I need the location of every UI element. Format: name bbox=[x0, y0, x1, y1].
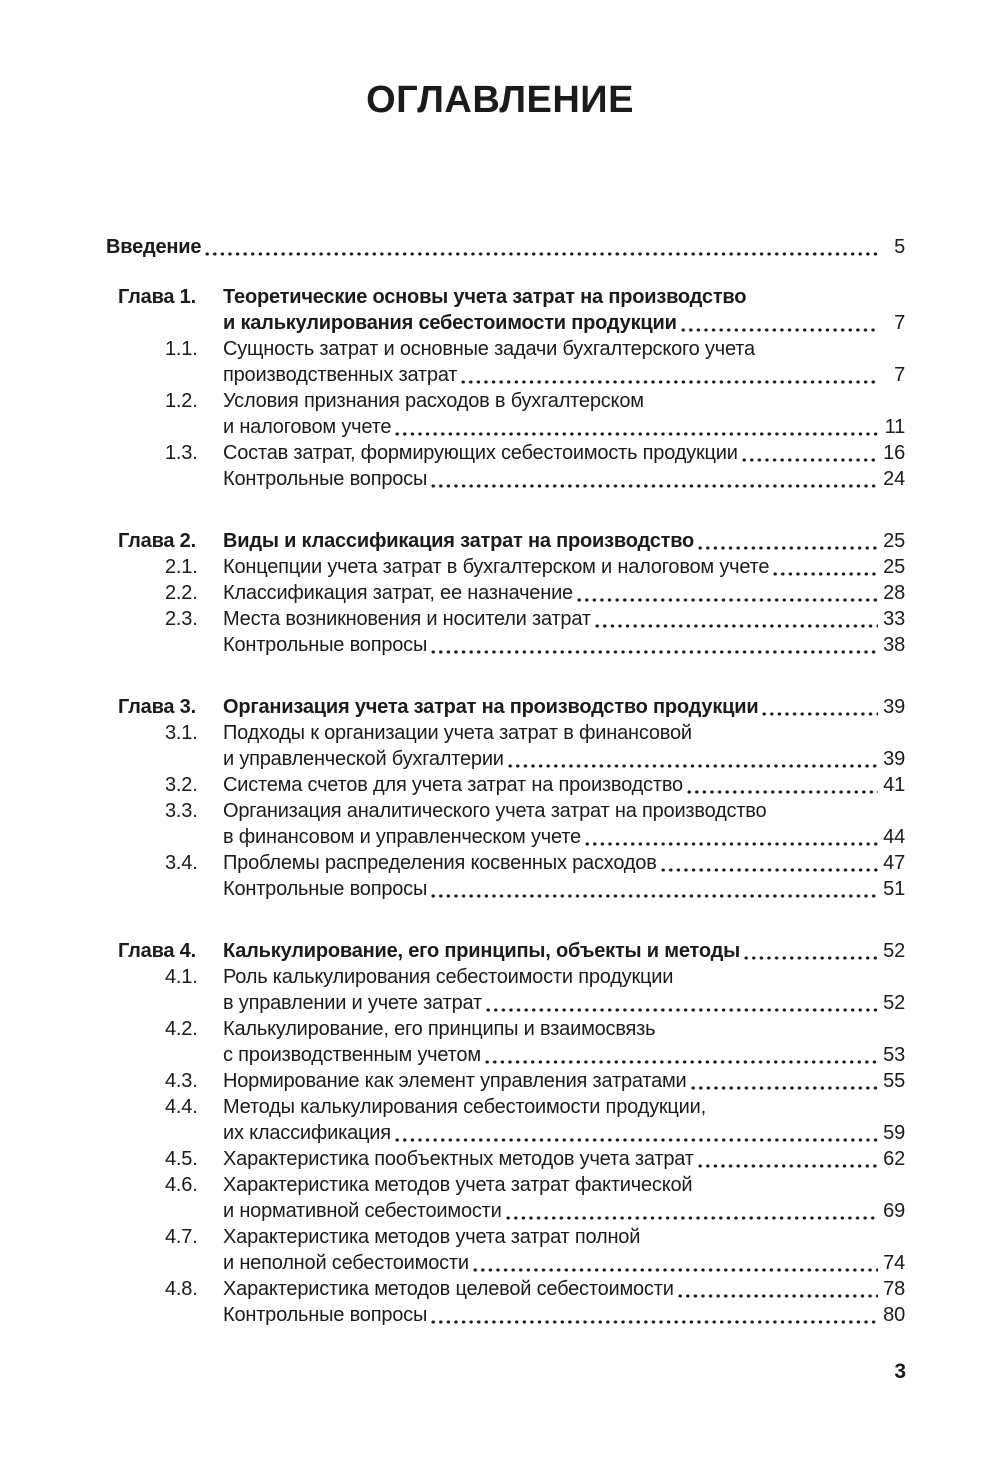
dot-leader bbox=[395, 422, 878, 440]
page-number: 47 bbox=[883, 852, 905, 874]
section-number: 1.2. bbox=[165, 390, 198, 412]
toc-subentry bbox=[106, 964, 905, 1016]
toc-entry-introduction bbox=[106, 234, 905, 260]
page-number: 7 bbox=[894, 312, 905, 334]
chapter-title-line: Организация учета затрат на производство продукции bbox=[223, 696, 759, 718]
section-number: 4.6. bbox=[165, 1174, 198, 1196]
dot-leader bbox=[698, 1154, 878, 1172]
toc-subentry bbox=[106, 606, 905, 632]
dot-leader bbox=[485, 1050, 878, 1068]
entry-text: Классификация затрат, ее назначение bbox=[223, 582, 573, 604]
toc-subentry bbox=[106, 1016, 905, 1068]
dot-leader bbox=[773, 562, 878, 580]
entry-text: Концепции учета затрат в бухгалтерском и налоговом учете bbox=[223, 556, 770, 578]
toc-subentry bbox=[106, 632, 905, 658]
section-number: 3.2. bbox=[165, 774, 198, 796]
section-number: 2.2. bbox=[165, 582, 198, 604]
page-number: 80 bbox=[883, 1304, 905, 1326]
page-number: 78 bbox=[883, 1278, 905, 1300]
page-number: 38 bbox=[883, 634, 905, 656]
toc-subentry bbox=[106, 1224, 905, 1276]
section-number: 2.3. bbox=[165, 608, 198, 630]
chapter-heading bbox=[106, 284, 905, 336]
page-number: 7 bbox=[894, 364, 905, 386]
chapter-label: Глава 2. bbox=[118, 530, 196, 552]
page-number: 62 bbox=[883, 1148, 905, 1170]
dot-leader bbox=[431, 1310, 878, 1328]
dot-leader bbox=[687, 780, 878, 798]
dot-leader bbox=[691, 1076, 878, 1094]
page-number: 5 bbox=[894, 236, 905, 258]
entry-text: в управлении и учете затрат bbox=[223, 992, 482, 1014]
toc-subentry bbox=[106, 554, 905, 580]
entry-text: Контрольные вопросы bbox=[223, 878, 428, 900]
entry-text: Калькулирование, его принципы и взаимосвязь bbox=[223, 1018, 656, 1040]
chapter-title-line: Теоретические основы учета затрат на производство bbox=[223, 286, 747, 308]
toc-subentry bbox=[106, 850, 905, 876]
chapter-heading bbox=[106, 528, 905, 554]
toc-subentry bbox=[106, 1094, 905, 1146]
section-number: 4.5. bbox=[165, 1148, 198, 1170]
toc-subentry bbox=[106, 388, 905, 440]
toc-subentry bbox=[106, 772, 905, 798]
toc-subentry bbox=[106, 798, 905, 850]
page-number: 41 bbox=[883, 774, 905, 796]
dot-leader bbox=[461, 370, 878, 388]
toc-subentry bbox=[106, 336, 905, 388]
chapter-title-line: Виды и классификация затрат на производство bbox=[223, 530, 695, 552]
toc-subentry bbox=[106, 1068, 905, 1094]
dot-leader bbox=[431, 884, 878, 902]
chapter-heading bbox=[106, 938, 905, 964]
page-number: 52 bbox=[883, 940, 905, 962]
toc-chapter-1 bbox=[106, 284, 905, 492]
dot-leader bbox=[395, 1128, 878, 1146]
entry-title: Введение bbox=[106, 236, 202, 258]
entry-text: Роль калькулирования себестоимости продукции bbox=[223, 966, 674, 988]
page-number: 25 bbox=[883, 530, 905, 552]
section-number: 4.7. bbox=[165, 1226, 198, 1248]
entry-text: Контрольные вопросы bbox=[223, 634, 428, 656]
dot-leader bbox=[585, 832, 878, 850]
section-number: 4.2. bbox=[165, 1018, 198, 1040]
page-number: 33 bbox=[883, 608, 905, 630]
entry-text: и налоговом учете bbox=[223, 416, 392, 438]
page-number: 51 bbox=[883, 878, 905, 900]
entry-text: Система счетов для учета затрат на производство bbox=[223, 774, 683, 796]
dot-leader bbox=[431, 640, 878, 658]
toc-subentry bbox=[106, 1302, 905, 1328]
dot-leader bbox=[577, 588, 878, 606]
toc-chapter-2 bbox=[106, 528, 905, 658]
toc-subentry bbox=[106, 1276, 905, 1302]
entry-text: Места возникновения и носители затрат bbox=[223, 608, 591, 630]
page-number: 25 bbox=[883, 556, 905, 578]
toc-subentry bbox=[106, 1172, 905, 1224]
chapter-label: Глава 3. bbox=[118, 696, 196, 718]
section-number: 3.1. bbox=[165, 722, 198, 744]
entry-text: их классификация bbox=[223, 1122, 391, 1144]
chapter-title-line: и калькулирования себестоимости продукции bbox=[223, 312, 677, 334]
section-number: 4.8. bbox=[165, 1278, 198, 1300]
dot-leader bbox=[681, 318, 878, 336]
chapter-heading bbox=[106, 694, 905, 720]
entry-text: Характеристика методов учета затрат фактической bbox=[223, 1174, 693, 1196]
dot-leader bbox=[486, 998, 878, 1016]
dot-leader bbox=[506, 1206, 878, 1224]
dot-leader bbox=[473, 1258, 878, 1276]
toc-subentry bbox=[106, 876, 905, 902]
entry-text: Методы калькулирования себестоимости продукции, bbox=[223, 1096, 706, 1118]
page-number: 11 bbox=[884, 416, 905, 438]
toc-chapter-4 bbox=[106, 938, 905, 1328]
section-number: 4.3. bbox=[165, 1070, 198, 1092]
page-number: 24 bbox=[883, 468, 905, 490]
section-number: 1.3. bbox=[165, 442, 198, 464]
entry-text: с производственным учетом bbox=[223, 1044, 481, 1066]
dot-leader bbox=[698, 536, 878, 554]
dot-leader bbox=[661, 858, 878, 876]
entry-text: Характеристика методов учета затрат полной bbox=[223, 1226, 641, 1248]
chapter-label: Глава 4. bbox=[118, 940, 196, 962]
entry-text: Нормирование как элемент управления затратами bbox=[223, 1070, 687, 1092]
page-number: 53 bbox=[883, 1044, 905, 1066]
entry-text: Условия признания расходов в бухгалтерском bbox=[223, 390, 644, 412]
entry-text: Состав затрат, формирующих себестоимость продукции bbox=[223, 442, 738, 464]
entry-text: Контрольные вопросы bbox=[223, 468, 428, 490]
dot-leader bbox=[508, 754, 878, 772]
entry-text: и нормативной себестоимости bbox=[223, 1200, 502, 1222]
section-number: 3.4. bbox=[165, 852, 198, 874]
toc-subentry bbox=[106, 1146, 905, 1172]
page-number: 69 bbox=[883, 1200, 905, 1222]
toc-subentry bbox=[106, 440, 905, 466]
entry-text: Характеристика методов целевой себестоимости bbox=[223, 1278, 674, 1300]
dot-leader bbox=[762, 702, 878, 720]
page-number: 55 bbox=[883, 1070, 905, 1092]
page-number: 59 bbox=[883, 1122, 905, 1144]
entry-text: Проблемы распределения косвенных расходов bbox=[223, 852, 657, 874]
toc-subentry bbox=[106, 580, 905, 606]
toc-subentry bbox=[106, 466, 905, 492]
dot-leader bbox=[595, 614, 878, 632]
entry-text: и неполной себестоимости bbox=[223, 1252, 469, 1274]
entry-text: Контрольные вопросы bbox=[223, 1304, 428, 1326]
table-of-contents bbox=[0, 234, 1000, 1328]
page-number: 28 bbox=[883, 582, 905, 604]
dot-leader bbox=[742, 448, 878, 466]
page-number: 39 bbox=[883, 748, 905, 770]
chapter-title-line: Калькулирование, его принципы, объекты и методы bbox=[223, 940, 740, 962]
toc-subentry bbox=[106, 720, 905, 772]
entry-text: Сущность затрат и основные задачи бухгалтерского учета bbox=[223, 338, 755, 360]
entry-text: в финансовом и управленческом учете bbox=[223, 826, 581, 848]
page-number: 39 bbox=[883, 696, 905, 718]
dot-leader bbox=[678, 1284, 878, 1302]
page-number: 52 bbox=[883, 992, 905, 1014]
section-number: 2.1. bbox=[165, 556, 198, 578]
entry-text: Подходы к организации учета затрат в финансовой bbox=[223, 722, 692, 744]
toc-chapter-3 bbox=[106, 694, 905, 902]
entry-text: и управленческой бухгалтерии bbox=[223, 748, 504, 770]
dot-leader bbox=[431, 474, 878, 492]
dot-leader bbox=[205, 242, 878, 260]
section-number: 4.4. bbox=[165, 1096, 198, 1118]
page-title: ОГЛАВЛЕНИЕ bbox=[366, 79, 634, 121]
entry-text: производственных затрат bbox=[223, 364, 458, 386]
section-number: 4.1. bbox=[165, 966, 198, 988]
section-number: 1.1. bbox=[165, 338, 198, 360]
entry-text: Характеристика пообъектных методов учета затрат bbox=[223, 1148, 694, 1170]
section-number: 3.3. bbox=[165, 800, 198, 822]
page-number: 16 bbox=[883, 442, 905, 464]
dot-leader bbox=[744, 946, 878, 964]
page-number: 44 bbox=[883, 826, 905, 848]
chapter-label: Глава 1. bbox=[118, 286, 196, 308]
page-number: 74 bbox=[883, 1252, 905, 1274]
footer-page-number: 3 bbox=[894, 1360, 906, 1383]
entry-text: Организация аналитического учета затрат на производство bbox=[223, 800, 767, 822]
